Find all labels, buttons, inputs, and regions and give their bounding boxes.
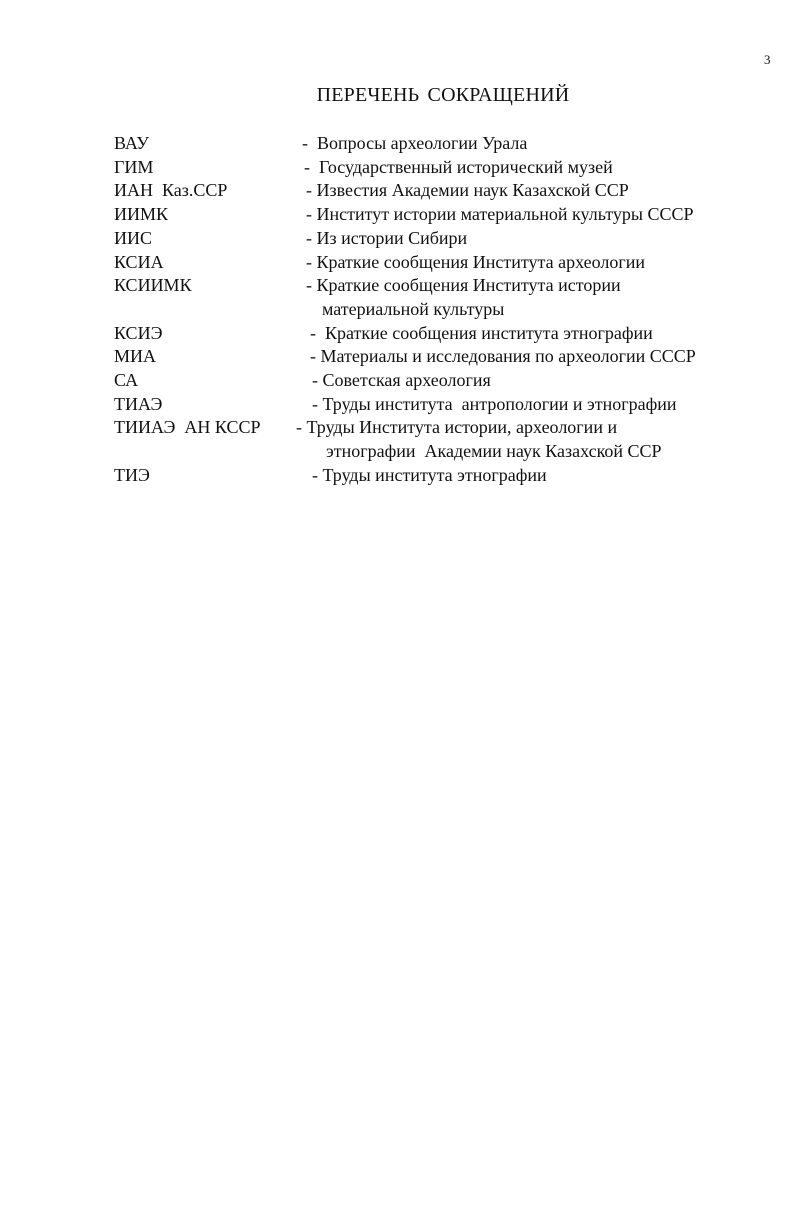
abbreviation-definition: - Институт истории материальной культуры СССР [306, 204, 694, 224]
abbreviation-definition: - Краткие сообщения Института археологии [306, 252, 646, 272]
abbreviation-definition: - Из истории Сибири [306, 228, 468, 248]
abbreviation-definition: - Советская археология [312, 370, 491, 390]
abbreviation-term: ИИС [114, 228, 153, 248]
abbreviation-term: ИИМК [114, 204, 169, 224]
abbreviation-definition: - Краткие сообщения Института истории [306, 275, 621, 295]
abbreviation-term: КСИЭ [114, 323, 163, 343]
abbreviation-term: ТИЭ [114, 465, 150, 485]
abbreviation-definition-continuation: этнографии Академии наук Казахской ССР [326, 441, 662, 461]
abbreviation-term: СА [114, 370, 139, 390]
abbreviation-definition: - Известия Академии наук Казахской ССР [306, 180, 629, 200]
page-number: 3 [764, 52, 771, 67]
abbreviation-definition: - Труды института антропологии и этнографии [312, 394, 677, 414]
abbreviation-definition: - Краткие сообщения института этнографии [310, 323, 653, 343]
abbreviation-term: КСИА [114, 252, 164, 272]
abbreviation-definition: - Вопросы археологии Урала [302, 133, 528, 153]
abbreviation-definition: - Труды института этнографии [312, 465, 547, 485]
page-title: ПЕРЕЧЕНЬ СОКРАЩЕНИЙ [316, 84, 570, 106]
abbreviation-term: ТИИАЭ АН КССР [114, 417, 261, 437]
abbreviation-term: ГИМ [114, 157, 154, 177]
abbreviation-term: ИАН Каз.ССР [114, 180, 228, 200]
abbreviation-definition: - Государственный исторический музей [304, 157, 613, 177]
abbreviation-definition: - Материалы и исследования по археологии СССР [310, 346, 696, 366]
abbreviation-definition-continuation: материальной культуры [322, 299, 505, 319]
abbreviation-term: ВАУ [114, 133, 150, 153]
abbreviation-term: ТИАЭ [114, 394, 163, 414]
abbreviation-definition: - Труды Института истории, археологии и [296, 417, 618, 437]
abbreviation-term: КСИИМК [114, 275, 192, 295]
abbreviation-term: МИА [114, 346, 157, 366]
